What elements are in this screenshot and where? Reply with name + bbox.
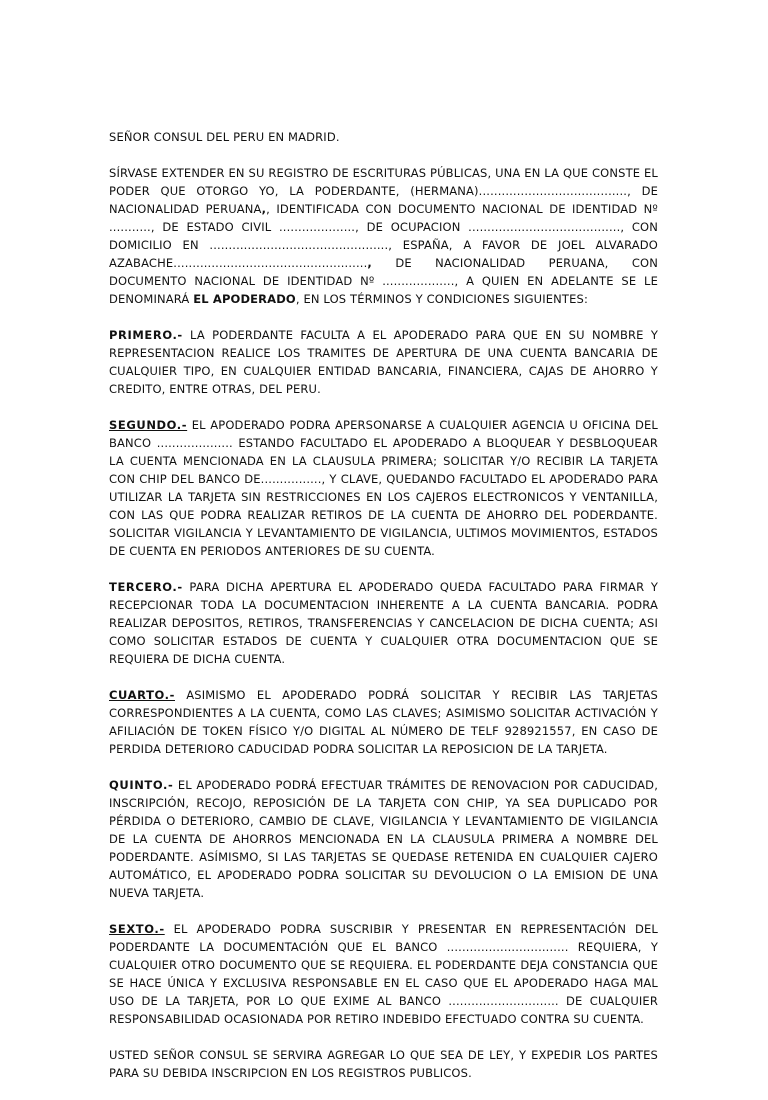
clause-heading-primero: PRIMERO.- [109, 328, 183, 342]
salutation: SEÑOR CONSUL DEL PERU EN MADRID. [109, 130, 340, 144]
intro-text-3: DE NACIONALIDAD PERUANA, CON DOCUMENTO NACIONAL DE IDENTIDAD Nº ..................., A QUIEN EN ADELANTE SE LE DENOMINARÁ [109, 256, 658, 306]
clause-primero [109, 326, 658, 398]
document-body [109, 128, 658, 1100]
intro-bold-comma: , [261, 202, 267, 216]
intro-bold-comma-2: , [367, 256, 372, 270]
clause-text-sexto: EL APODERADO PODRA SUSCRIBIR Y PRESENTAR EN REPRESENTACIÓN DEL PODERDANTE LA DOCUMENTACIÓN QUE EL BANCO ................................ REQUIERA, Y CUALQUIER OTRO DOCUMENTO QUE SE REQUIERA. EL PODERDANTE DEJA CONSTANCIA QUE SE HACE ÚNICA Y EXCLUSIVA RESPONSABLE EN EL CASO QUE EL APODERADO HAGA MAL USO DE LA TARJETA, POR LO QUE EXIME AL BANCO ............................. DE CUALQUIER RESPONSABILIDAD OCASIONADA POR RETIRO INDEBIDO EFECTUADO CONTRA SU CUENTA. [109, 922, 658, 1026]
clause-text-tercero: PARA DICHA APERTURA EL APODERADO QUEDA FACULTADO PARA FIRMAR Y RECEPCIONAR TODA LA DOCUMENTACION INHERENTE A LA CUENTA BANCARIA. PODRA REALIZAR DEPOSITOS, RETIROS, TRANSFERENCIAS Y CANCELACION DE DICHA CUENTA; ASI COMO SOLICITAR ESTADOS DE CUENTA Y CUALQUIER OTRA DOCUMENTACION QUE SE REQUIERA DE DICHA CUENTA. [109, 580, 658, 666]
clause-segundo [109, 416, 658, 560]
clause-sexto [109, 920, 658, 1028]
clause-heading-sexto: SEXTO.- [109, 922, 165, 936]
clause-heading-tercero: TERCERO.- [109, 580, 183, 594]
intro-text-1: SÍRVASE EXTENDER EN SU REGISTRO DE ESCRITURAS PÚBLICAS, UNA EN LA QUE CONSTE EL PODER QUE OTORGO YO, LA PODERDANTE, (HERMANA)......................................., DE NACIONALIDAD PERUANA [109, 166, 658, 216]
intro-text-4: , EN LOS TÉRMINOS Y CONDICIONES SIGUIENTES: [295, 292, 588, 306]
intro-text-2: , IDENTIFICADA CON DOCUMENTO NACIONAL DE IDENTIDAD Nº ..........., DE ESTADO CIVIL ...................., DE OCUPACION ........................................, CON DOMICILIO EN ..............................................., ESPAÑA, A FAVOR DE JOEL ALVARADO AZABACHE................................................... [109, 202, 658, 270]
clause-tercero [109, 578, 658, 668]
clause-text-segundo: EL APODERADO PODRA APERSONARSE A CUALQUIER AGENCIA U OFICINA DEL BANCO .................... ESTANDO FACULTADO EL APODERADO A BLOQUEAR Y DESBLOQUEAR LA CUENTA MENCIONADA EN LA CLAUSULA PRIMERA; SOLICITAR Y/O RECIBIR LA TARJETA CON CHIP DEL BANCO DE................, Y CLAVE, QUEDANDO FACULTADO EL APODERADO PARA UTILIZAR LA TARJETA SIN RESTRICCIONES EN LOS CAJEROS ELECTRONICOS Y VENTANILLA, CON LAS QUE PODRA REALIZAR RETIROS DE LA CUENTA DE AHORRO DEL PODERDANTE. SOLICITAR VIGILANCIA Y LEVANTAMIENTO DE VIGILANCIA, ULTIMOS MOVIMIENTOS, ESTADOS DE CUENTA EN PERIODOS ANTERIORES DE SU CUENTA. [109, 418, 658, 558]
intro-paragraph [109, 164, 658, 308]
clause-text-cuarto: ASIMISMO EL APODERADO PODRÁ SOLICITAR Y RECIBIR LAS TARJETAS CORRESPONDIENTES A LA CUENTA, COMO LAS CLAVES; ASIMISMO SOLICITAR ACTIVACIÓN Y AFILIACIÓN DE TOKEN FÍSICO Y/O DIGITAL AL NÚMERO DE TELF 928921557, EN CASO DE PERDIDA DETERIORO CADUCIDAD PODRA SOLICITAR LA REPOSICION DE LA TARJETA. [109, 688, 658, 756]
apoderado-term: EL APODERADO [193, 292, 296, 306]
clause-heading-quinto: QUINTO.- [109, 778, 174, 792]
clause-heading-cuarto: CUARTO.- [109, 688, 175, 702]
closing-paragraph: USTED SEÑOR CONSUL SE SERVIRA AGREGAR LO QUE SEA DE LEY, Y EXPEDIR LOS PARTES PARA SU DEBIDA INSCRIPCION EN LOS REGISTROS PUBLICOS. [109, 1048, 658, 1080]
clause-cuarto [109, 686, 658, 758]
clause-text-primero: LA PODERDANTE FACULTA A EL APODERADO PARA QUE EN SU NOMBRE Y REPRESENTACION REALICE LOS TRAMITES DE APERTURA DE UNA CUENTA BANCARIA DE CUALQUIER TIPO, EN CUALQUIER ENTIDAD BANCARIA, FINANCIERA, CAJAS DE AHORRO Y CREDITO, ENTRE OTRAS, DEL PERU. [109, 328, 658, 396]
clause-heading-segundo: SEGUNDO.- [109, 418, 188, 432]
clause-text-quinto: EL APODERADO PODRÁ EFECTUAR TRÁMITES DE RENOVACION POR CADUCIDAD, INSCRIPCIÓN, RECOJO, REPOSICIÓN DE LA TARJETA CON CHIP, YA SEA DUPLICADO POR PÉRDIDA O DETERIORO, CAMBIO DE CLAVE, VIGILANCIA Y LEVANTAMIENTO DE VIGILANCIA DE LA CUENTA DE AHORROS MENCIONADA EN LA CLAUSULA PRIMERA A NOMBRE DEL PODERDANTE. ASÍMISMO, SI LAS TARJETAS SE QUEDASE RETENIDA EN CUALQUIER CAJERO AUTOMÁTICO, EL APODERADO PODRA SOLICITAR SU DEVOLUCION O LA EMISION DE UNA NUEVA TARJETA. [109, 778, 658, 900]
clause-quinto [109, 776, 658, 902]
